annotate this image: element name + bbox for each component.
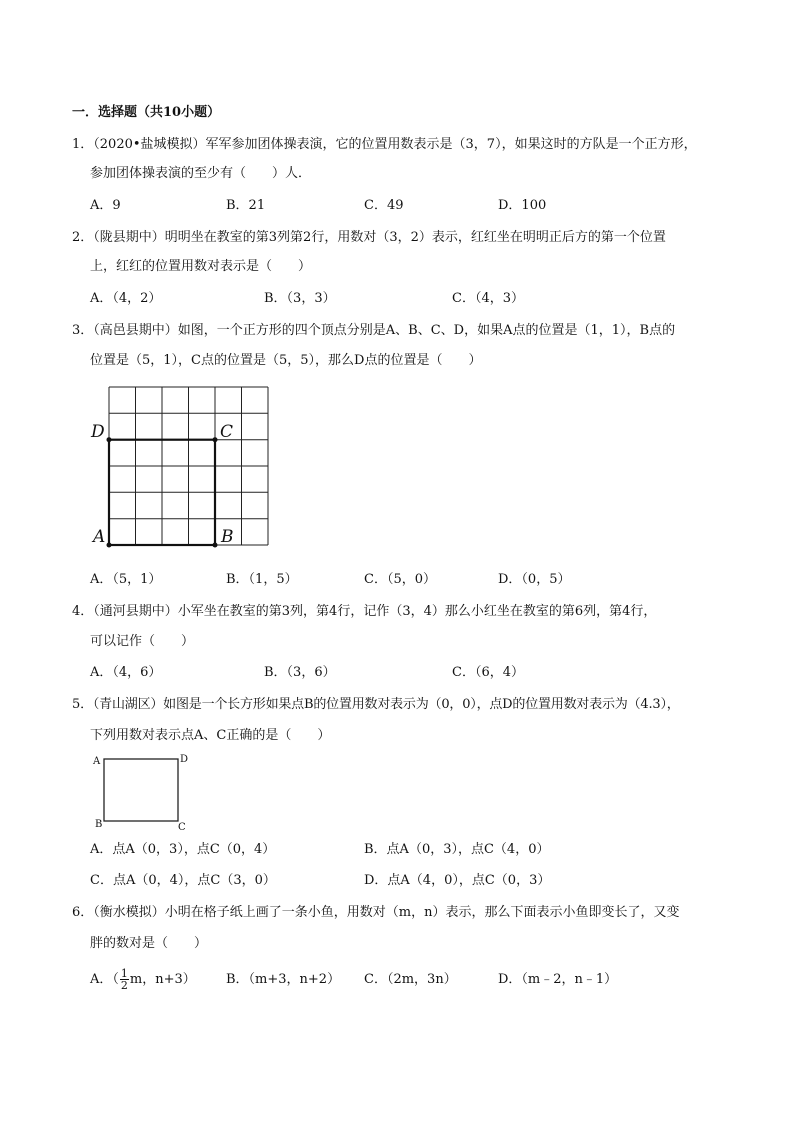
q2-text-line2: 上，红红的位置用数对表示是（ ） xyxy=(90,259,312,274)
q6-option-a-prefix: A．（ xyxy=(90,972,119,987)
fraction-numerator: 1 xyxy=(120,967,128,980)
q6-text-line1: 6．（衡水模拟）小明在格子纸上画了一条小鱼，用数对（m，n）表示，那么下面表示小鱼即变长了，又变 xyxy=(72,905,680,920)
q5-option-b[interactable]: B．点A（0，3），点C（4，0） xyxy=(364,842,550,857)
q1-option-b[interactable]: B．21 xyxy=(226,198,266,213)
q1-option-c[interactable]: C．49 xyxy=(364,198,404,213)
q4-text-line2: 可以记作（ ） xyxy=(90,634,195,649)
label-d: D xyxy=(91,422,105,442)
q3-option-c[interactable]: C．（5，0） xyxy=(364,572,436,587)
q3-option-b[interactable]: B．（1，5） xyxy=(226,572,298,587)
label-a: A xyxy=(93,527,106,547)
rectangle-outline xyxy=(104,759,178,821)
q3-text-line2: 位置是（5，1），C点的位置是（5，5），那么D点的位置是（ ） xyxy=(90,353,482,368)
q2-text-line1: 2．（陇县期中）明明坐在教室的第3列第2行，用数对（3，2）表示，红红坐在明明正后方的第一个位置 xyxy=(72,230,666,245)
q2-option-b[interactable]: B．（3，3） xyxy=(264,291,336,306)
q6-option-c[interactable]: C．（2m，3n） xyxy=(364,972,457,987)
q6-option-d[interactable]: D．（m﹣2，n﹣1） xyxy=(498,972,618,987)
vertex-a-dot xyxy=(107,543,112,548)
grid-lines xyxy=(109,387,268,545)
label-c: C xyxy=(220,422,234,442)
q2-option-c[interactable]: C．（4，3） xyxy=(452,291,524,306)
label-b: B xyxy=(221,527,234,547)
q2-option-a[interactable]: A．（4，2） xyxy=(90,291,162,306)
vertex-b-dot xyxy=(213,543,218,548)
vertex-c-dot xyxy=(213,437,218,442)
label-c: C xyxy=(178,822,186,833)
q5-text-line2: 下列用数对表示点A、C正确的是（ ） xyxy=(90,728,331,743)
fraction-one-half xyxy=(120,968,129,991)
q6-option-a[interactable] xyxy=(90,964,196,996)
q5-option-d[interactable]: D．点A（4，0），点C（0，3） xyxy=(364,873,551,888)
q1-option-a[interactable]: A．9 xyxy=(90,198,121,213)
q1-text-line2: 参加团体操表演的至少有（ ）人． xyxy=(90,166,312,181)
q4-option-b[interactable]: B．（3，6） xyxy=(264,665,336,680)
q3-text-line1: 3．（高邑县期中）如图，一个正方形的四个顶点分别是A、B、C、D，如果A点的位置是（1，1），B点的 xyxy=(72,323,676,338)
q4-option-c[interactable]: C．（6，4） xyxy=(452,665,524,680)
q5-option-c[interactable]: C．点A（0，4），点C（3，0） xyxy=(90,873,276,888)
q5-text-line1: 5．（青山湖区）如图是一个长方形如果点B的位置用数对表示为（0，0），点D的位置用数对表示为（4.3）， xyxy=(72,697,680,712)
q5-rectangle-figure xyxy=(90,750,200,834)
q4-option-a[interactable]: A．（4，6） xyxy=(90,665,162,680)
label-a: A xyxy=(93,756,101,767)
vertex-d-dot xyxy=(107,437,112,442)
label-d: D xyxy=(180,754,189,765)
q1-option-d[interactable]: D．100 xyxy=(498,198,547,213)
q3-grid-figure xyxy=(88,380,273,552)
q5-option-a[interactable]: A．点A（0，3），点C（0，4） xyxy=(90,842,276,857)
section-title: 一．选择题（共10小题） xyxy=(72,105,221,120)
q3-option-a[interactable]: A．（5，1） xyxy=(90,572,162,587)
q6-option-a-suffix: m，n+3） xyxy=(129,972,196,987)
q3-option-d[interactable]: D．（0，5） xyxy=(498,572,571,587)
q6-option-b[interactable]: B．（m+3，n+2） xyxy=(226,972,341,987)
q4-text-line1: 4．（通河县期中）小军坐在教室的第3列，第4行，记作（3，4）那么小红坐在教室的第6列，第4行， xyxy=(72,604,657,619)
fraction-denominator: 2 xyxy=(120,979,128,992)
q6-text-line2: 胖的数对是（ ） xyxy=(90,936,208,951)
label-b: B xyxy=(95,819,103,830)
q1-text-line1: 1．（2020•盐城模拟）军军参加团体操表演，它的位置用数表示是（3，7），如果这时的方队是一个正方形， xyxy=(72,137,697,152)
